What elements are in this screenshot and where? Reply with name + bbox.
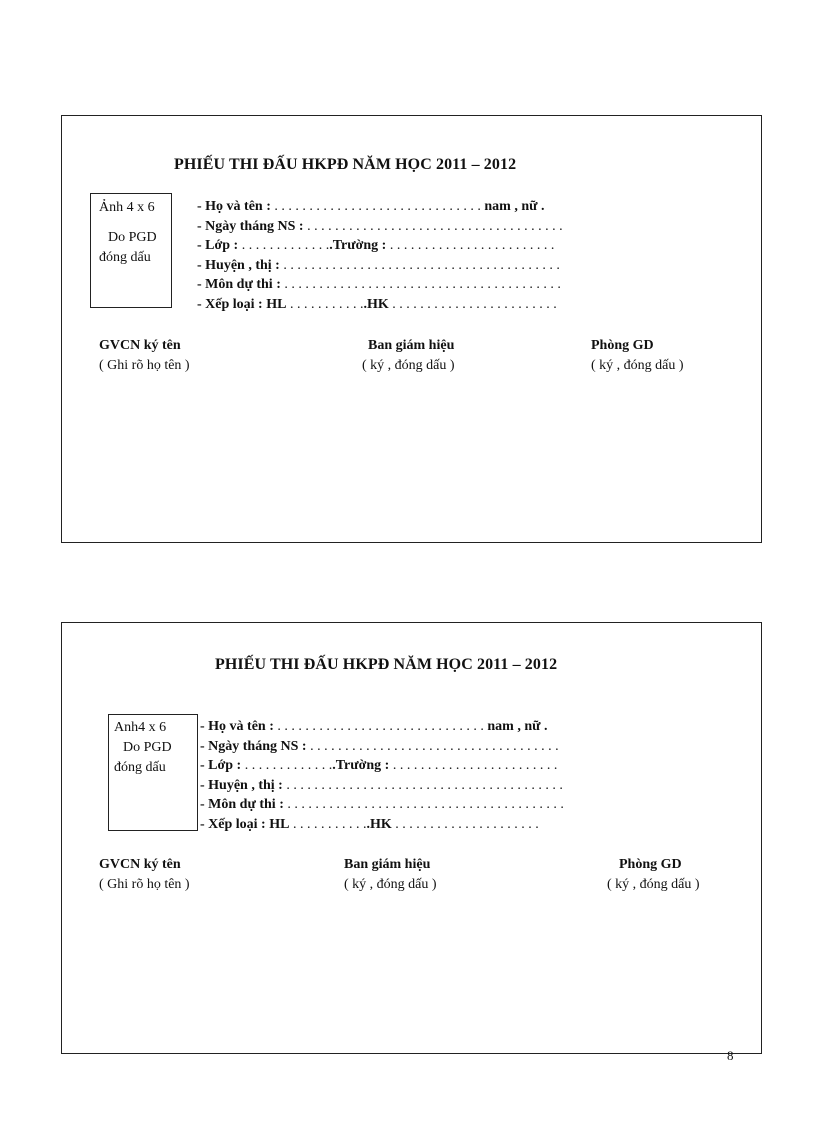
photo-label-issuer: Do PGD [108, 230, 157, 245]
field-class-school: - Lớp : . . . . . . . . . . . . ..Trường : . . . . . . . . . . . . . . . . . . . . . . . . [197, 238, 555, 253]
field-district: - Huyện , thị : . . . . . . . . . . . . . . . . . . . . . . . . . . . . . . . . . . . . . . . . [197, 257, 560, 273]
photo-box [108, 714, 198, 831]
signature-teacher: GVCN ký tên ( Ghi rõ họ tên ) [99, 857, 190, 892]
photo-label-stamp: đóng dấu [99, 250, 151, 265]
photo-label-issuer: Do PGD [123, 740, 172, 755]
entry-card-1 [61, 115, 762, 543]
photo-label-size: Anh4 x 6 [114, 720, 167, 735]
field-district: - Huyện , thị : . . . . . . . . . . . . . . . . . . . . . . . . . . . . . . . . . . . . . . . . [200, 777, 563, 793]
page-number: 8 [727, 1048, 734, 1063]
field-list [200, 717, 564, 834]
entry-card-2 [61, 622, 762, 1054]
signature-principal: Ban giám hiệu ( ký , đóng dấu ) [362, 338, 455, 373]
card-title: PHIẾU THI ĐẤU HKPĐ NĂM HỌC 2011 – 2012 [174, 156, 517, 173]
field-ranking: - Xếp loại : HL . . . . . . . . . . ..HK . . . . . . . . . . . . . . . . . . . . . . . . [197, 296, 557, 312]
photo-label-size: Ảnh 4 x 6 [99, 200, 155, 215]
field-name: - Họ và tên : . . . . . . . . . . . . . . . . . . . . . . . . . . . . . . nam , nữ . [200, 719, 548, 734]
field-class-school: - Lớp : . . . . . . . . . . . . ..Trường : . . . . . . . . . . . . . . . . . . . . . . . . [200, 758, 558, 773]
field-birthdate: - Ngày tháng NS : . . . . . . . . . . . . . . . . . . . . . . . . . . . . . . . . . . . . . [197, 218, 563, 234]
signature-teacher: GVCN ký tên ( Ghi rõ họ tên ) [99, 338, 190, 373]
photo-box [90, 193, 172, 308]
signature-department: Phòng GD ( ký , đóng dấu ) [591, 338, 684, 373]
signature-department: Phòng GD ( ký , đóng dấu ) [607, 857, 700, 892]
signature-principal: Ban giám hiệu ( ký , đóng dấu ) [344, 857, 437, 892]
photo-label-stamp: đóng dấu [114, 760, 166, 775]
field-ranking: - Xếp loại : HL . . . . . . . . . . ..HK . . . . . . . . . . . . . . . . . . . . . [200, 816, 539, 832]
field-subject: - Môn dự thi : . . . . . . . . . . . . . . . . . . . . . . . . . . . . . . . . . . . . . . . . [197, 277, 561, 292]
photo-box-right-edge [197, 714, 198, 831]
card-title: PHIẾU THI ĐẤU HKPĐ NĂM HỌC 2011 – 2012 [215, 656, 558, 673]
field-list [197, 197, 563, 314]
field-birthdate: - Ngày tháng NS : . . . . . . . . . . . . . . . . . . . . . . . . . . . . . . . . . . . . [200, 738, 559, 754]
field-name: - Họ và tên : . . . . . . . . . . . . . . . . . . . . . . . . . . . . . . nam , nữ . [197, 199, 545, 214]
field-subject: - Môn dự thi : . . . . . . . . . . . . . . . . . . . . . . . . . . . . . . . . . . . . . . . . [200, 797, 564, 812]
